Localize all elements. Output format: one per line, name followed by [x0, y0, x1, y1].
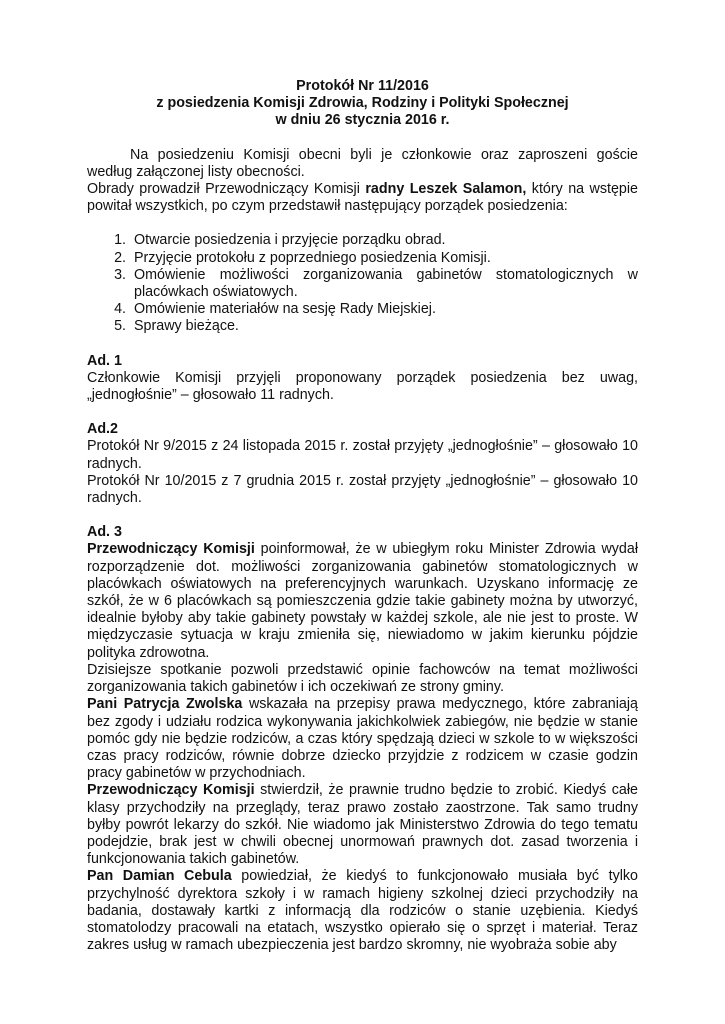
ad2-protocol-10: Protokół Nr 10/2015 z 7 grudnia 2015 r. został przyjęty „jednogłośnie” – głosowało 10 radnych.	[87, 472, 638, 507]
ad2-protocol-9: Protokół Nr 9/2015 z 24 listopada 2015 r. został przyjęty „jednogłośnie” – głosowało 10 radnych.	[87, 438, 638, 472]
intro-attendance: Na posiedzeniu Komisji obecni byli je członkowie oraz zaproszeni goście według załączonej listy obecności.	[87, 146, 638, 180]
protocol-number: Protokół Nr 11/2016	[296, 78, 429, 94]
agenda-item: 5. Sprawy bieżące.	[130, 318, 638, 335]
agenda-item: 1. Otwarcie posiedzenia i przyjęcie porządku obrad.	[130, 232, 638, 249]
chair-name: radny Leszek Salamon,	[365, 181, 527, 198]
ad1-heading: Ad. 1	[87, 352, 122, 369]
agenda-item: 3. Omówienie możliwości zorganizowania gabinetów stomatologicznych w placówkach oświatowych.	[130, 267, 638, 301]
speaker-name: Przewodniczący Komisji	[87, 782, 255, 799]
intro-chair-post: który na wstępie powitał wszystkich, po czym przedstawił następujący porządek posiedzenia:	[87, 181, 638, 215]
ad1-text: Członkowie Komisji przyjęli proponowany porządek posiedzenia bez uwag, „jednogłośnie” – głosowało 11 radnych.	[87, 369, 638, 404]
speaker-name: Przewodniczący Komisji	[87, 541, 255, 558]
speaker-statement: poinformował, że w ubiegłym roku Minister Zdrowia wydał rozporządzenie dot. możliwości zorganizowania gabinetów stomatologicznych w placówkach oświatowych na preferencyjnych warunkach. Uzyskano informację ze szkół, że w 6 placówkach są pomieszczenia gdzie takie gabinety można by utworzyć, idealnie byłoby aby takie gabinety powstały w każdej szkole, ale nie jest to proste. W międzyczasie sytuacja w kraju zmieniła się, niewiadomo w jakim kierunku pójdzie polityka zdrowotna.	[87, 541, 638, 661]
speaker-statement: stwierdził, że prawnie trudno będzie to zrobić. Kiedyś całe klasy przychodziły na przeglądy, teraz prawo zostało zaostrzone. Tak samo trudny byłby powrót lekarzy do szkół. Nie wiadomo jak Ministerstwo Zdrowia do tego tematu podejdzie, brak jest w chwili obecnej unormowań prawnych dot. zasad tworzenia i funkcjonowania takich gabinetów.	[87, 782, 639, 868]
agenda-item: 4. Omówienie materiałów na sesję Rady Miejskiej.	[130, 301, 638, 318]
ad3-paragraph: Dzisiejsze spotkanie pozwoli przedstawić opinie fachowców na temat możliwości zorganizowania takich gabinetów i ich oczekiwań ze strony gminy.	[87, 661, 638, 696]
ad2-heading: Ad.2	[87, 421, 118, 438]
document-page	[87, 78, 638, 954]
intro-chair	[87, 181, 638, 215]
ad3-heading: Ad. 3	[87, 524, 122, 541]
speaker-name: Pani Patrycja Zwolska	[87, 696, 243, 713]
agenda-item: 2. Przyjęcie protokołu z poprzedniego posiedzenia Komisji.	[130, 250, 638, 267]
ad3-paragraph	[87, 782, 638, 868]
ad3-paragraph	[87, 541, 638, 661]
speaker-name: Pan Damian Cebula	[87, 868, 232, 885]
meeting-title: z posiedzenia Komisji Zdrowia, Rodziny i Polityki Społecznej	[156, 95, 569, 112]
speaker-statement: powiedział, że kiedyś to funkcjonowało musiała być tylko przychylność dyrektora szkoły i w ramach higieny szkolnej dzieci przychodziły na badania, dostawały kartki z informacją dla rodziców o stanie uzębienia. Kiedyś stomatolodzy pracowali na etatach, wszystko opierało się o sprzęt i materiał. Teraz zakres usług w ramach ubezpieczenia jest bardzo skromny, nie wyobraża sobie aby	[87, 868, 638, 954]
ad3-paragraph	[87, 696, 638, 782]
meeting-date: w dniu 26 stycznia 2016 r.	[275, 112, 450, 129]
speaker-statement: wskazała na przepisy prawa medycznego, które zabraniają bez zgody i udziału rodzica wykonywania jakichkolwiek zabiegów, nie będzie w stanie pomóc gdy nie będzie rodziców, a czas który spędzają dzieci w szkole to w większości czas pracy rodziców, równie dobrze dziecko przyjdzie z rodzicem w czasie godzin pracy gabinetów w przychodniach.	[87, 696, 638, 782]
intro-chair-pre: Obrady prowadził Przewodniczący Komisji	[87, 181, 366, 198]
agenda-list	[87, 232, 638, 335]
ad3-paragraph	[87, 868, 638, 954]
